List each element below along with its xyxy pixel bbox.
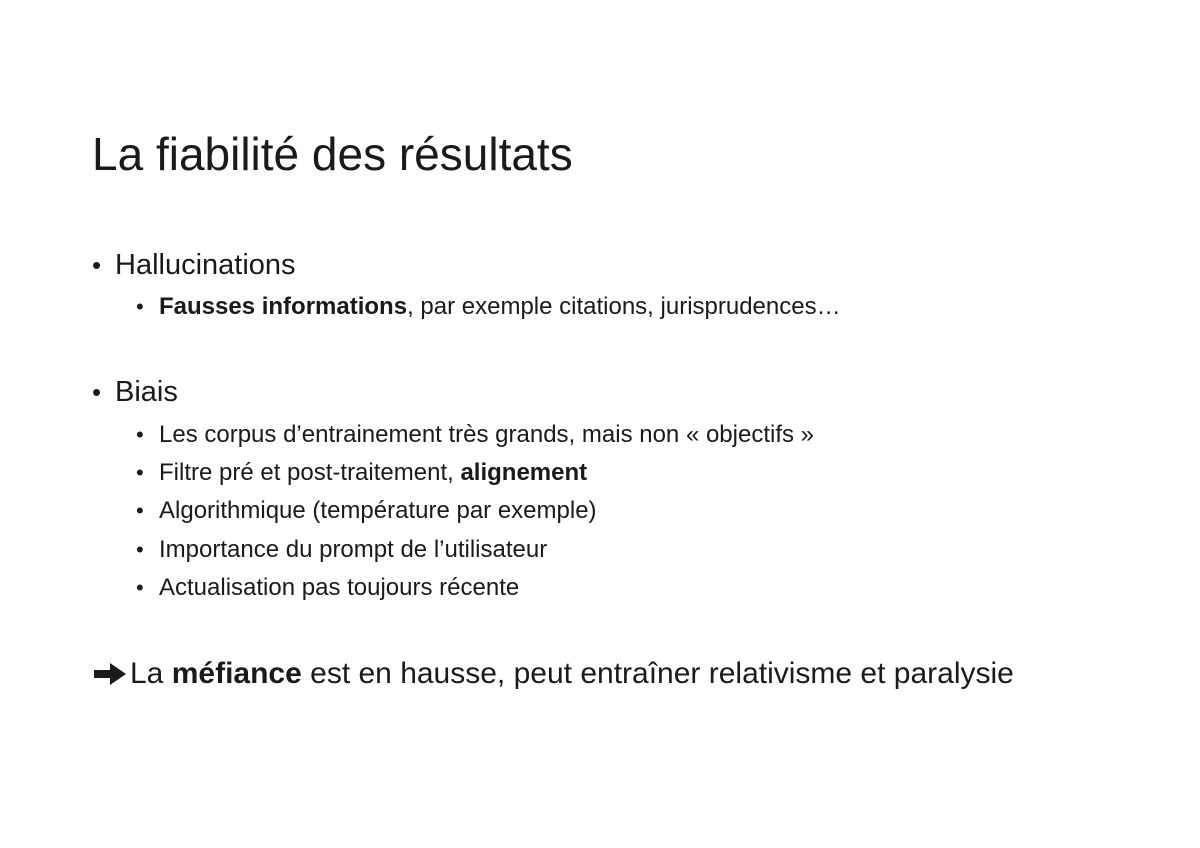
sub-bullet-rest: , par exemple citations, jurisprudences… [407,293,841,320]
conclusion-line [92,655,1014,693]
sub-bullet [136,458,587,488]
bullet-dot: • [136,537,144,562]
sub-bullet [136,535,547,565]
conclusion-post: est en hausse, peut entraîner relativisme et paralysie [301,657,1014,690]
sub-bullet [136,496,597,526]
sub-bullet-text: Les corpus d’entrainement très grands, mais non « objectifs » [159,421,815,448]
sub-bullet-bold: Fausses informations [159,293,408,320]
bullet-dot: • [136,575,144,600]
slide-title: La fiabilité des résultats [92,128,573,180]
bullet-heading: Biais [115,376,178,408]
bullet-dot: • [92,250,102,280]
sub-bullet [136,420,814,450]
sub-bullet-text: Actualisation pas toujours récente [159,574,520,601]
sub-bullet-bold: alignement [460,459,588,486]
sub-bullet [136,292,841,322]
bullet-hallucinations [92,247,296,283]
bullet-dot: • [92,377,102,407]
sub-bullet-text: Importance du prompt de l’utilisateur [159,536,548,563]
sub-bullet-text [159,458,587,488]
conclusion-pre: La [130,657,172,690]
conclusion-bold: méfiance [171,657,302,690]
sub-bullet-text: Algorithmique (température par exemple) [159,497,597,524]
bullet-dot: • [136,460,144,485]
bullet-heading: Hallucinations [115,249,296,281]
bullet-dot: • [136,422,144,447]
sub-bullet-rest: Filtre pré et post-traitement, [159,459,461,486]
sub-bullet-text [159,292,841,322]
sub-bullet [136,573,519,603]
bullet-biais [92,374,178,410]
arrow-right-icon [92,661,128,687]
bullet-dot: • [136,294,144,319]
bullet-dot: • [136,498,144,523]
